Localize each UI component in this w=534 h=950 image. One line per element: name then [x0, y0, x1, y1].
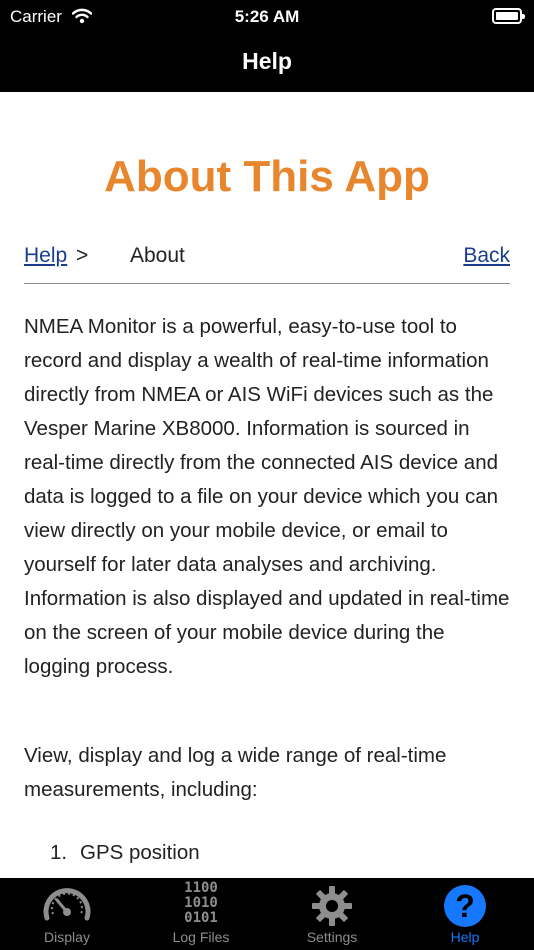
- tab-log-files[interactable]: [151, 878, 251, 950]
- tab-log-files-label: Log Files: [172, 929, 230, 945]
- breadcrumb-current: About: [130, 244, 185, 267]
- question-icon: [443, 884, 487, 933]
- help-content[interactable]: [0, 92, 534, 878]
- gear-icon: [310, 884, 354, 933]
- carrier-label: Carrier: [10, 7, 62, 26]
- tab-settings[interactable]: [282, 878, 382, 950]
- binary-icon: [171, 881, 231, 926]
- breadcrumb-help-link[interactable]: Help: [24, 244, 68, 267]
- battery-icon: [492, 8, 522, 24]
- divider: [24, 283, 510, 284]
- list-item: [50, 836, 200, 870]
- tab-bar: [0, 878, 534, 950]
- status-bar: [0, 0, 534, 34]
- binary-row: 1010: [184, 895, 218, 911]
- navigation-bar: [0, 34, 534, 92]
- binary-row: 0101: [184, 910, 218, 926]
- binary-row: 1100: [184, 880, 218, 896]
- tab-display[interactable]: [17, 878, 117, 950]
- tab-display-label: Display: [44, 929, 90, 945]
- list-item-text: GPS position: [80, 841, 200, 864]
- list-item-number: 1.: [50, 841, 68, 864]
- svg-text:?: ?: [455, 888, 475, 924]
- breadcrumb-separator: >: [76, 244, 89, 267]
- back-link[interactable]: Back: [463, 244, 510, 267]
- measurements-paragraph: View, display and log a wide range of real-time measurements, including:: [24, 744, 447, 801]
- breadcrumb: [24, 244, 510, 276]
- intro-paragraph: NMEA Monitor is a powerful, easy-to-use tool to record and display a wealth of real-time information directly from NMEA or AIS WiFi devices such as the Vesper Marine XB8000. Information is sourced in real-time directly from the connected AIS device and data is logged to a file on your device which you can view directly on your mobile device, or email to yourself for later data analyses and archiving. Information is also displayed and updated in real-time on the screen of your mobile device during the logging process.: [24, 315, 510, 678]
- tab-help-label: Help: [450, 929, 480, 945]
- status-time: 5:26 AM: [234, 7, 300, 26]
- page-title: About This App: [104, 152, 430, 201]
- nav-title: Help: [242, 48, 292, 74]
- tab-settings-label: Settings: [306, 929, 358, 945]
- measurements-list: [50, 836, 200, 870]
- tab-help[interactable]: [415, 878, 515, 950]
- speedometer-icon: [43, 884, 91, 929]
